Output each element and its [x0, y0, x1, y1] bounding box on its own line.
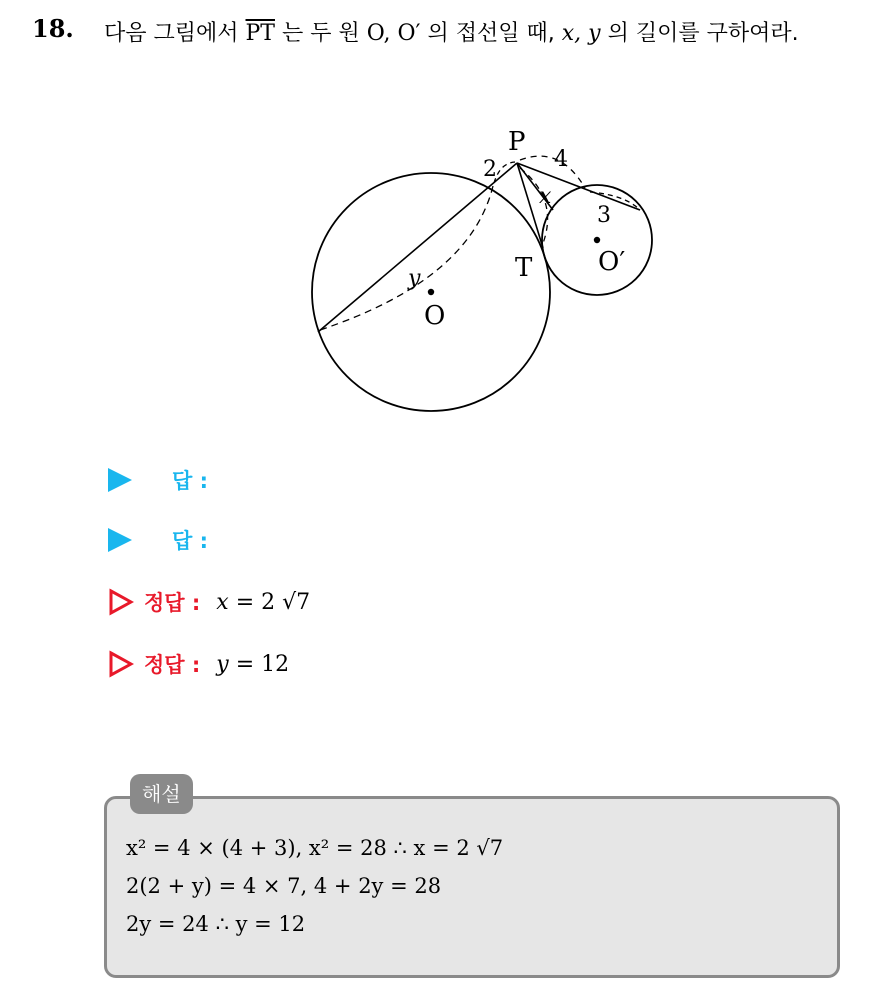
center-o-dot: [428, 289, 434, 295]
label-o: O: [424, 301, 446, 331]
solution-tag: 해설: [130, 774, 193, 814]
correct-answer-label: 정답 :: [144, 653, 201, 677]
question-text-part3: 의 접선일 때,: [420, 21, 562, 46]
label-t: T: [515, 253, 533, 283]
question-number: 18.: [32, 14, 74, 43]
solution-line-1: x² = 4 × (4 + 3), x² = 28 ∴ x = 2 √7: [126, 836, 504, 860]
brace-4: [520, 156, 585, 188]
label-2: 2: [483, 157, 497, 182]
label-x: x: [539, 184, 552, 209]
line-p-to-secant-end: [318, 163, 517, 332]
outline-triangle-icon: [108, 588, 134, 616]
label-3: 3: [597, 203, 611, 228]
solution-line-3: 2y = 24 ∴ y = 12: [126, 912, 306, 936]
question-text-part1: 다음 그림에서: [104, 21, 246, 46]
label-4: 4: [554, 147, 568, 172]
answer-label: 답 :: [172, 469, 208, 493]
circle-o-label: O,: [366, 21, 391, 46]
answer-eq: = 12: [228, 651, 290, 677]
correct-answer-value: [216, 652, 289, 677]
segment-pt: $\overline{PT}$: [245, 21, 275, 46]
play-triangle-icon: [108, 468, 132, 492]
answer-var: x: [216, 589, 229, 615]
var-y: y: [588, 21, 601, 46]
outline-triangle-icon: [108, 650, 134, 678]
label-o-prime: O′: [598, 247, 626, 277]
play-triangle-icon: [108, 528, 132, 552]
question-text-part2: 는 두 원: [274, 21, 367, 46]
question-text-part4: 의 길이를 구하여라.: [600, 21, 799, 46]
center-o-prime-dot: [594, 237, 600, 243]
geometry-figure: [300, 120, 660, 420]
circle-o-prime-label: O′: [397, 21, 421, 46]
answer-row-2: [108, 522, 208, 558]
var-x: x,: [561, 21, 582, 46]
correct-answer-label: 정답 :: [144, 591, 201, 615]
answer-label: 답 :: [172, 529, 208, 553]
solution-line-2: 2(2 + y) = 4 × 7, 4 + 2y = 28: [126, 874, 442, 898]
answer-eq: = 2 √7: [228, 589, 311, 615]
correct-answer-row-2: [108, 646, 289, 682]
answer-var: y: [216, 651, 229, 677]
answer-row-1: [108, 462, 208, 498]
correct-answer-row-1: [108, 584, 310, 620]
question-text: [104, 16, 864, 52]
label-y: y: [408, 266, 421, 291]
label-p: P: [508, 127, 526, 157]
correct-answer-value: [216, 590, 310, 615]
